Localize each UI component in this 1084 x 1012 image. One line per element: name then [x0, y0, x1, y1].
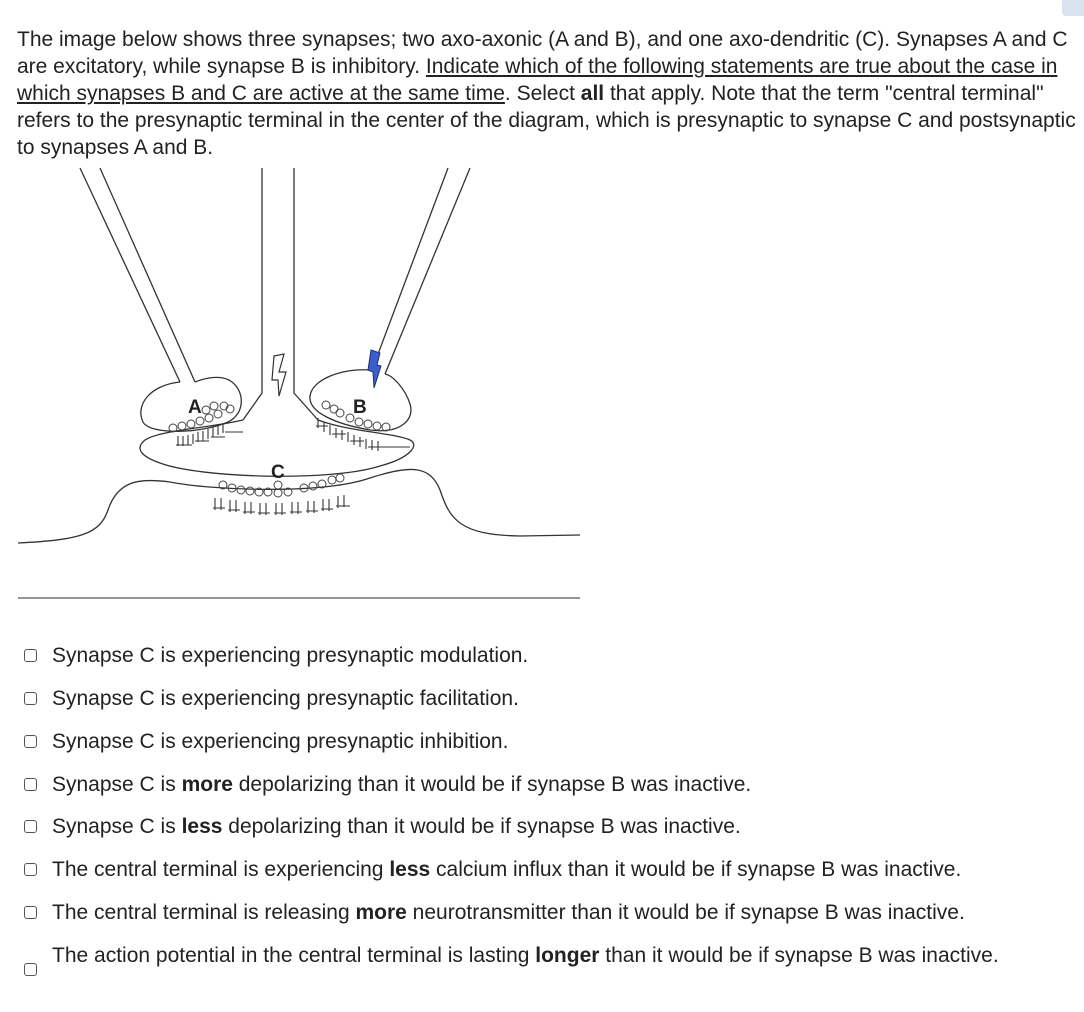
option-3[interactable]: Synapse C is experiencing presynaptic inhibition.	[24, 729, 508, 755]
checkbox[interactable]	[24, 963, 37, 976]
central-axon-right	[294, 168, 318, 420]
checkbox[interactable]	[24, 692, 37, 705]
question-text	[17, 26, 1077, 161]
synapse-a-label: A	[188, 397, 202, 418]
checkbox[interactable]	[24, 649, 37, 662]
question-all: all	[580, 82, 605, 105]
option-7[interactable]: The central terminal is releasing more neurotransmitter than it would be if synapse B was inactive.	[24, 900, 965, 926]
option-2[interactable]: Synapse C is experiencing presynaptic facilitation.	[24, 686, 519, 712]
question-select: . Select	[504, 82, 581, 105]
action-potential-bolt-icon	[272, 354, 286, 396]
synapse-b-label: B	[353, 397, 367, 418]
option-8[interactable]: The action potential in the central terminal is lasting longer than it would be if synapse B was inactive.	[24, 943, 1062, 969]
option-6[interactable]: The central terminal is experiencing less calcium influx than it would be if synapse B was inactive.	[24, 857, 961, 883]
question-instruction: Indicate which of the following statements are true about the case in which synapses B and C are active at the same time	[17, 55, 1058, 105]
question-note: that apply. Note that the term "central terminal" refers to the presynaptic terminal in the center of the diagram, which is presynaptic to synapse C and postsynaptic to synapses A and B.	[17, 82, 1076, 159]
dendrite	[18, 469, 580, 543]
axon-a-inner	[100, 168, 195, 382]
axon-b-inner	[385, 168, 470, 374]
axon-a	[80, 168, 180, 382]
synapse-diagram	[0, 160, 600, 610]
option-5[interactable]: Synapse C is less depolarizing than it would be if synapse B was inactive.	[24, 814, 741, 840]
checkbox[interactable]	[24, 820, 37, 833]
synapse-c-label: C	[271, 462, 285, 483]
corner-tab	[1062, 0, 1084, 16]
question-intro: The image below shows three synapses; two axo-axonic (A and B), and one axo-dendritic (C). Synapses A and C are excitatory, while synapse B is inhibitory.	[17, 28, 1068, 78]
checkbox[interactable]	[24, 778, 37, 791]
checkbox[interactable]	[24, 863, 37, 876]
option-4[interactable]: Synapse C is more depolarizing than it would be if synapse B was inactive.	[24, 772, 751, 798]
central-axon-left	[243, 168, 262, 420]
checkbox[interactable]	[24, 735, 37, 748]
option-1[interactable]: Synapse C is experiencing presynaptic modulation.	[24, 643, 528, 669]
axon-b	[372, 168, 448, 370]
checkbox[interactable]	[24, 906, 37, 919]
action-potential-bolt-b-icon	[368, 350, 381, 388]
